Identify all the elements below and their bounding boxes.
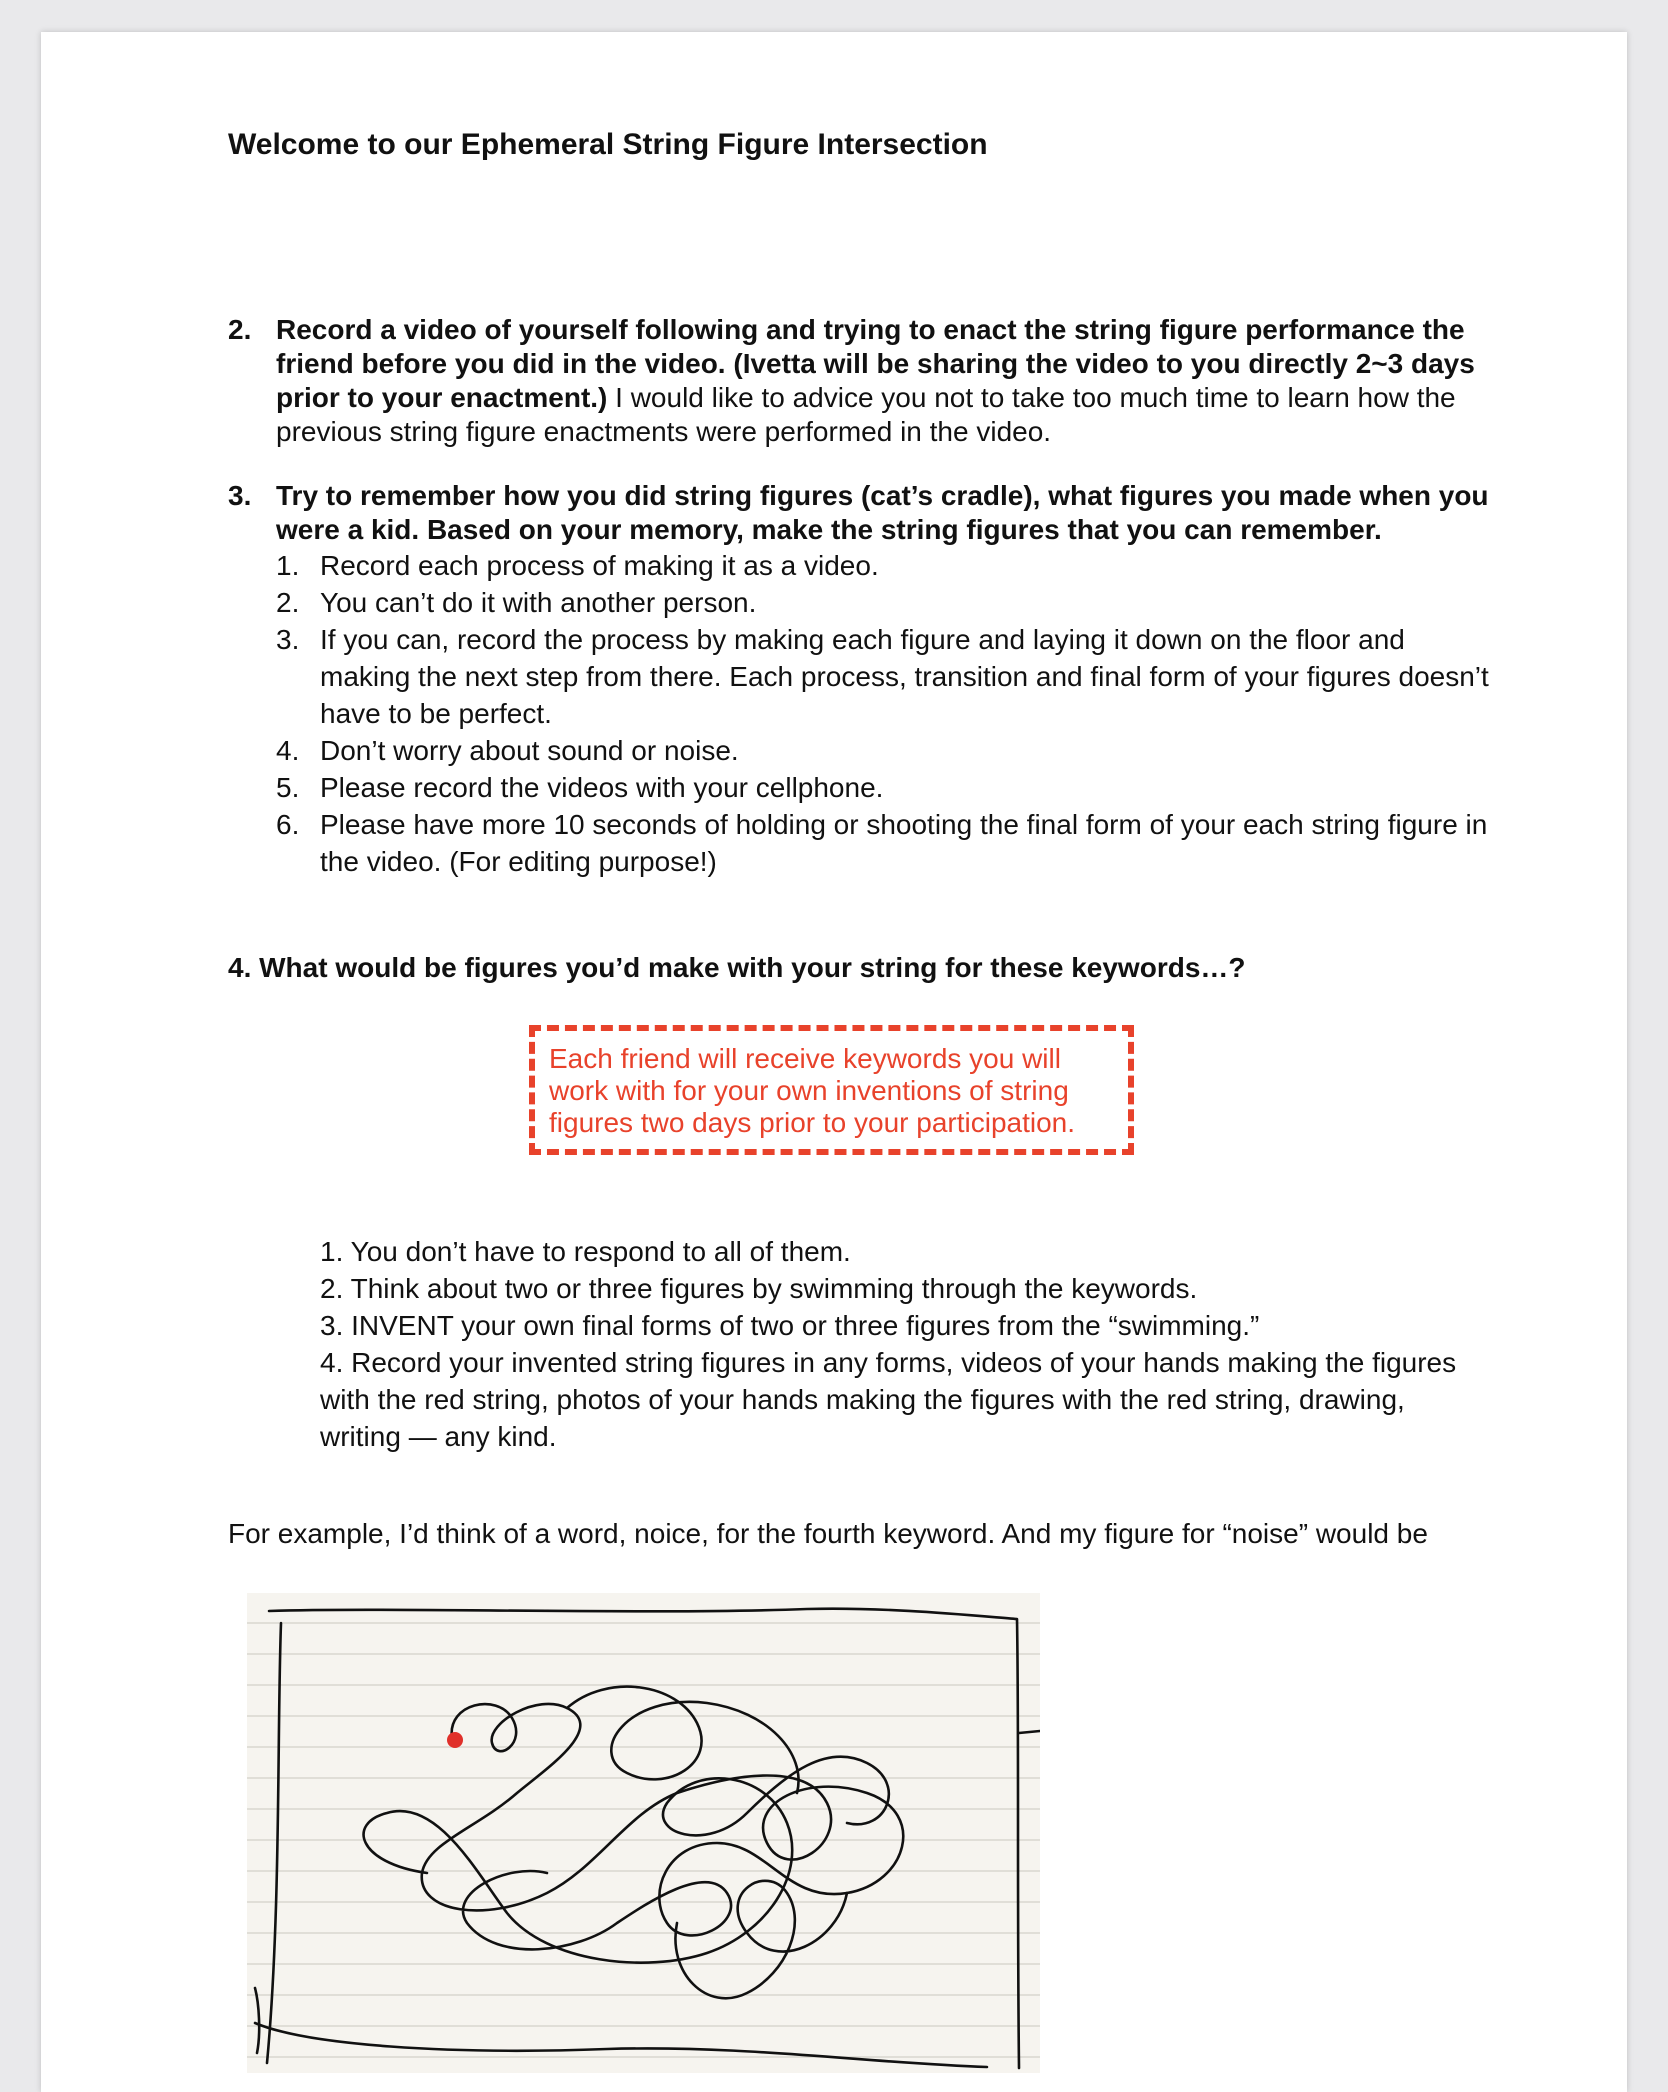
list-item-text: Please record the videos with your cellphone. (320, 772, 884, 803)
item-3 (228, 479, 1498, 880)
list-item (276, 584, 1498, 621)
list-item-number: 5. (276, 772, 300, 803)
item-3-sublist (276, 547, 1498, 880)
item-4-heading: 4. What would be figures you’d make with your string for these keywords…? (228, 952, 1246, 983)
list-item-number: 6. (276, 809, 300, 840)
list-item-text: If you can, record the process by making each figure and laying it down on the floor and making the next step from there. Each process, transition and final form of your figures doesn’t have to be perfect. (320, 624, 1489, 729)
list-item (276, 769, 1498, 806)
list-item (276, 732, 1498, 769)
item-3-number: 3. (228, 480, 252, 511)
list-item-text: You can’t do it with another person. (320, 587, 757, 618)
item-2-body (276, 313, 1498, 449)
document-page (41, 32, 1627, 2092)
list-item-number: 3. (276, 624, 300, 655)
list-item (276, 806, 1498, 880)
keywords-note-box: Each friend will receive keywords you will work with for your own inventions of string figures two days prior to your participation. (529, 1025, 1134, 1155)
list-item (276, 621, 1498, 732)
item-3-bold-text: Try to remember how you did string figures (cat’s cradle), what figures you made when you were a kid. Based on your memory, make the string figures that you can remember. (276, 480, 1489, 545)
list-item-number: 1. (276, 550, 300, 581)
list-item: 2. Think about two or three figures by swimming through the keywords. (320, 1273, 1198, 1304)
document-title: Welcome to our Ephemeral String Figure Intersection (228, 128, 988, 161)
list-item-text: Don’t worry about sound or noise. (320, 735, 739, 766)
item-2 (228, 313, 1498, 449)
item-2-bold-text: Record a video of yourself following and trying to enact the string figure performance the friend before you did in the video. (Ivetta will be sharing the video to you directly 2~3 days prior to your enactment.) (276, 314, 1475, 413)
item-4-list (320, 1233, 1470, 1455)
string-figure-drawing (247, 1593, 1040, 2073)
list-item: 3. INVENT your own final forms of two or three figures from the “swimming.” (320, 1310, 1260, 1341)
item-2-number: 2. (228, 314, 252, 345)
list-item-text: Please have more 10 seconds of holding or shooting the final form of your each string figure in the video. (For editing purpose!) (320, 809, 1488, 877)
example-paragraph: For example, I’d think of a word, noice, for the fourth keyword. And my figure for “noise” would be (228, 1518, 1428, 1549)
list-item: 1. You don’t have to respond to all of them. (320, 1236, 851, 1267)
item-2-plain-text: I would like to advice you not to take too much time to learn how the previous string figure enactments were performed in the video. (276, 382, 1456, 447)
list-item: 4. Record your invented string figures in any forms, videos of your hands making the figures with the red string, photos of your hands making the figures with the red string, drawing, writing — any kind. (320, 1347, 1457, 1452)
list-item-number: 2. (276, 587, 300, 618)
list-item-number: 4. (276, 735, 300, 766)
string-figure-drawing-icon (247, 1593, 1040, 2073)
list-item-text: Record each process of making it as a video. (320, 550, 879, 581)
list-item (276, 547, 1498, 584)
